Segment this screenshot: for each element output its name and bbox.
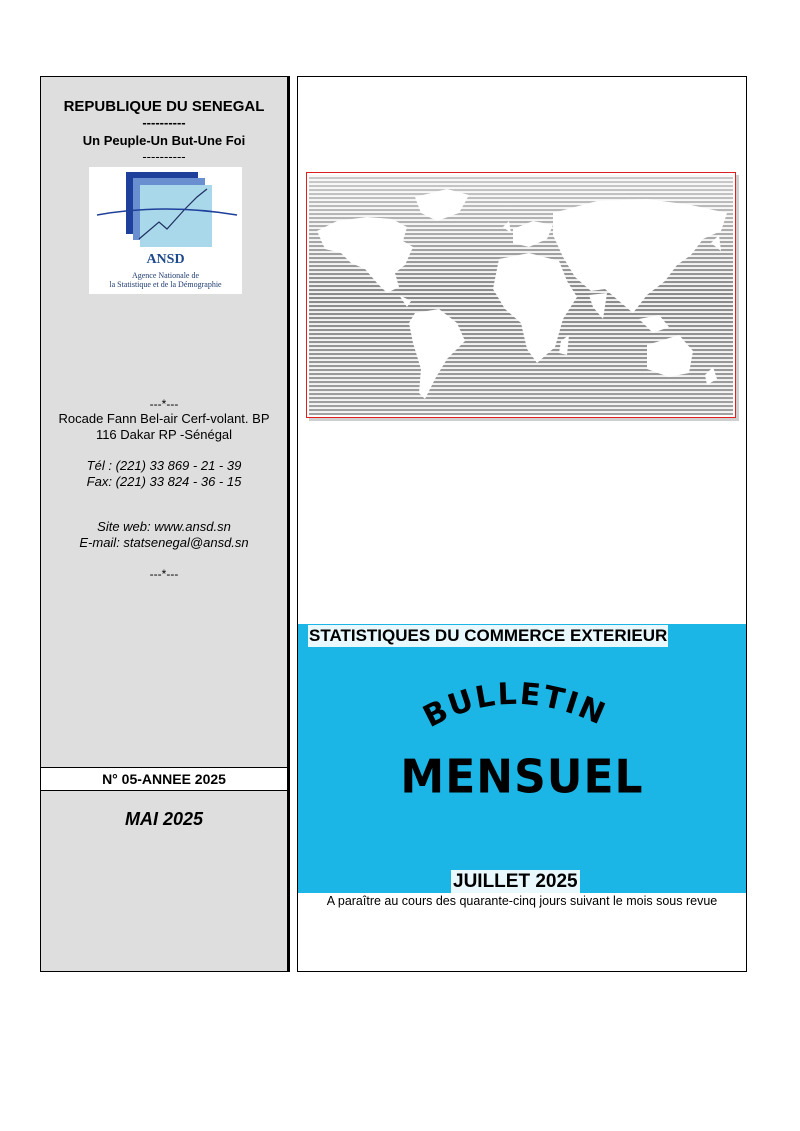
address-line2: 116 Dakar RP -Sénégal [95, 427, 233, 442]
right-panel [297, 76, 747, 972]
release-month: JUILLET 2025 [453, 871, 578, 892]
release-note: A paraître au cours des quarante-cinq jours suivant le mois sous revue [326, 894, 718, 908]
bulletin-word: BULLETIN [417, 676, 612, 735]
period: MAI 2025 [124, 809, 204, 829]
logo-title: ANSD [146, 252, 185, 267]
ansd-chart-logo-icon [89, 167, 242, 257]
logo-subtitle [89, 271, 242, 289]
republic-name: REPUBLIQUE DU SENEGAL [63, 98, 265, 115]
title-band [298, 624, 746, 893]
national-motto: Un Peuple-Un But-Une Foi [82, 133, 246, 148]
address-line1: Rocade Fann Bel-air Cerf-volant. BP [58, 411, 270, 426]
phone-number: Tél : (221) 33 869 - 21 - 39 [86, 458, 242, 473]
separator-bottom: ---------- [142, 149, 186, 164]
mensuel-word: MENSUEL [400, 750, 644, 805]
contact-web [41, 519, 287, 551]
logo-subtitle-line2: la Statistique et de la Démographie [109, 280, 222, 289]
email: E-mail: statsenegal@ansd.sn [79, 535, 249, 550]
bulletin-arched-title [398, 664, 638, 744]
section-title: STATISTIQUES DU COMMERCE EXTERIEUR [309, 626, 668, 645]
world-map-icon [307, 173, 735, 417]
contact-phone [41, 458, 287, 490]
issue-number: N° 05-ANNEE 2025 [41, 767, 287, 791]
ansd-logo [89, 167, 242, 294]
address [41, 411, 287, 443]
separator-top: ---------- [142, 115, 186, 130]
fax-number: Fax: (221) 33 824 - 36 - 15 [86, 474, 242, 489]
mark-bottom: ---*--- [149, 567, 179, 581]
website: Site web: www.ansd.sn [97, 519, 231, 534]
mark-top: ---*--- [149, 397, 179, 411]
left-panel [40, 76, 290, 972]
logo-subtitle-line1: Agence Nationale de [131, 271, 200, 280]
svg-text:BULLETIN [418, 677, 612, 735]
world-map [306, 172, 736, 418]
